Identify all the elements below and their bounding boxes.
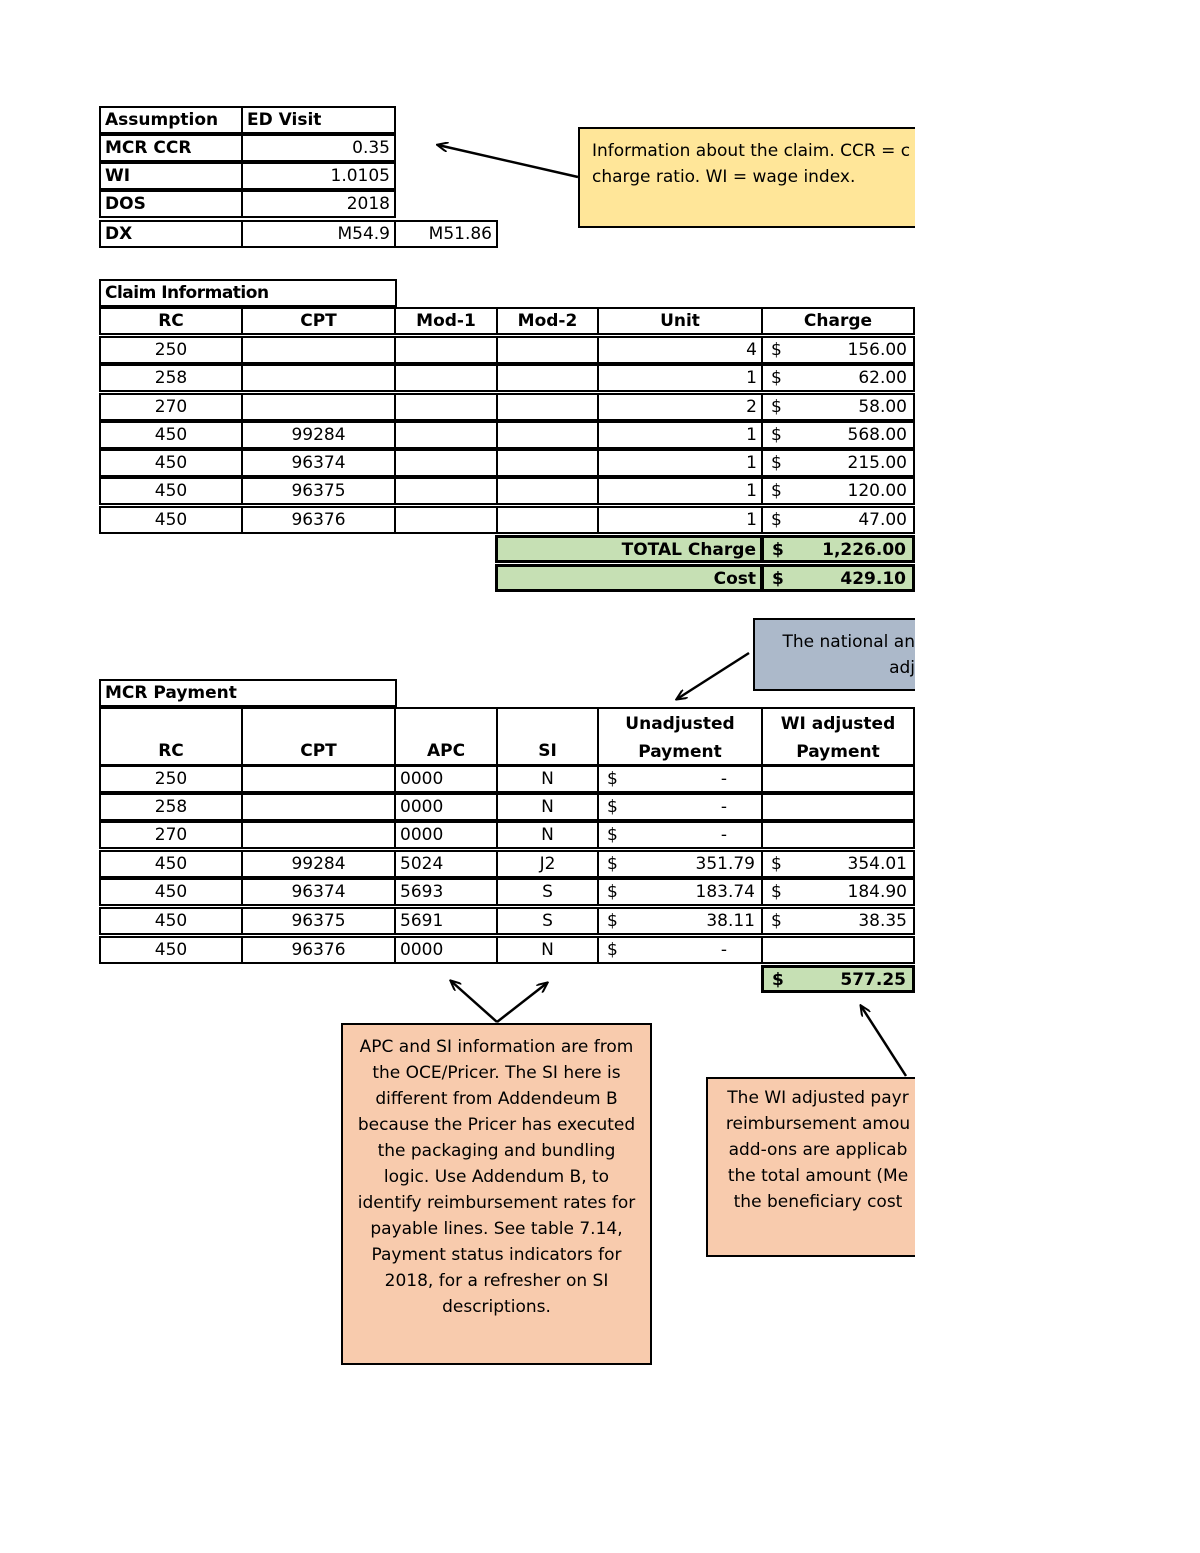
claim-unit: 2 (597, 393, 763, 421)
claim-charge-amount: 58.00 (858, 397, 907, 417)
claim-charge-amount: 568.00 (847, 425, 907, 445)
payment-si: N (496, 821, 599, 849)
total-charge-currency: $ (772, 540, 784, 560)
claim-charge-currency: $ (771, 510, 782, 530)
assumption-label: MCR CCR (99, 134, 243, 162)
payment-total-amount: 577.25 (840, 970, 906, 990)
unadjusted-amount: - (720, 940, 727, 960)
national-note-text: The national an adj (782, 632, 915, 678)
cost-currency: $ (772, 569, 784, 589)
payment-si: J2 (496, 850, 599, 878)
payment-rc: 270 (99, 821, 243, 849)
unadjusted-currency: $ (607, 769, 618, 789)
payment-apc: 5693 (394, 878, 498, 906)
total-charge-amount: 1,226.00 (822, 540, 906, 560)
claim-charge-currency: $ (771, 425, 782, 445)
payment-col-header: RC (99, 707, 243, 766)
claim-col-header: CPT (241, 307, 396, 335)
wi-adjusted-note-text: The WI adjusted payr reimbursement amou add-ons are applicab the total amount (Me the beneficiary cost (725, 1088, 911, 1212)
assumption-header-value: ED Visit (241, 106, 396, 134)
assumption-value: 1.0105 (241, 162, 396, 190)
claim-unit: 1 (597, 421, 763, 449)
arrow-to-apc (451, 981, 497, 1022)
assumption-value: 0.35 (241, 134, 396, 162)
claim-charge-currency: $ (771, 340, 782, 360)
unadjusted-amount: 183.74 (695, 882, 755, 902)
claim-rc: 450 (99, 449, 243, 477)
claim-rc: 450 (99, 477, 243, 505)
payment-si: S (496, 907, 599, 935)
claim-rc: 270 (99, 393, 243, 421)
unadjusted-amount: 351.79 (695, 854, 755, 874)
payment-rc: 450 (99, 878, 243, 906)
payment-rc: 450 (99, 936, 243, 964)
claim-charge-amount: 156.00 (847, 340, 907, 360)
claim-col-header: Charge (761, 307, 915, 335)
claim-col-header: Mod-1 (394, 307, 498, 335)
claim-cpt: 96376 (241, 506, 396, 534)
claim-charge-amount: 47.00 (858, 510, 907, 530)
payment-rc: 450 (99, 907, 243, 935)
payment-table-title: MCR Payment (99, 679, 397, 707)
assumption-value: 2018 (241, 190, 396, 218)
cost-amount: 429.10 (840, 569, 906, 589)
claim-table-title: Claim Information (99, 279, 397, 307)
payment-si: N (496, 793, 599, 821)
arrow-to-unadjusted (677, 653, 749, 699)
wi-currency: $ (771, 882, 782, 902)
assumption-label: WI (99, 162, 243, 190)
unadjusted-currency: $ (607, 940, 618, 960)
wi-header-line1: WI adjusted (780, 714, 896, 734)
payment-apc: 0000 (394, 821, 498, 849)
wi-amount: 184.90 (847, 882, 907, 902)
wi-amount: 354.01 (847, 854, 907, 874)
payment-apc: 5691 (394, 907, 498, 935)
unadjusted-header-line2: Payment (638, 742, 722, 762)
unadjusted-header-line1: Unadjusted (625, 714, 735, 734)
apc-si-note-text: APC and SI information are from the OCE/Pricer. The SI here is different from Addendeum B because the Pricer has executed the packaging and bundling logic. Use Addendum B, to identify reimbursement rates for payable lines. See table 7.14, Payment status indicators for 2018, for a refresher on SI descriptions. (357, 1037, 636, 1317)
assumption-extra-value: M51.86 (394, 220, 498, 248)
payment-cpt: 96376 (241, 936, 396, 964)
claim-rc: 450 (99, 421, 243, 449)
payment-apc: 0000 (394, 793, 498, 821)
unadjusted-currency: $ (607, 797, 618, 817)
payment-cpt: 96375 (241, 907, 396, 935)
claim-charge-currency: $ (771, 453, 782, 473)
claim-cpt: 96375 (241, 477, 396, 505)
claim-col-header: Unit (597, 307, 763, 335)
claim-unit: 1 (597, 506, 763, 534)
arrow-to-assumptions (438, 145, 578, 177)
claim-info-note-text: Information about the claim. CCR = c charge ratio. WI = wage index. (592, 141, 911, 187)
claim-rc: 450 (99, 506, 243, 534)
unadjusted-amount: 38.11 (706, 911, 755, 931)
payment-rc: 250 (99, 765, 243, 793)
claim-charge-currency: $ (771, 481, 782, 501)
claim-charge-amount: 120.00 (847, 481, 907, 501)
arrow-to-si (497, 983, 547, 1022)
claim-charge-amount: 62.00 (858, 368, 907, 388)
payment-rc: 450 (99, 850, 243, 878)
wi-header-line2: Payment (796, 742, 880, 762)
payment-col-header: APC (394, 707, 498, 766)
claim-cpt: 99284 (241, 421, 396, 449)
assumption-value: M54.9 (241, 220, 396, 248)
claim-unit: 1 (597, 477, 763, 505)
payment-si: N (496, 936, 599, 964)
payment-col-header: SI (496, 707, 599, 766)
unadjusted-currency: $ (607, 825, 618, 845)
payment-apc: 0000 (394, 936, 498, 964)
payment-apc: 0000 (394, 765, 498, 793)
total-charge-label: TOTAL Charge (495, 535, 763, 563)
claim-col-header: Mod-2 (496, 307, 599, 335)
claim-unit: 1 (597, 449, 763, 477)
wi-currency: $ (771, 854, 782, 874)
payment-cpt: 96374 (241, 878, 396, 906)
claim-rc: 258 (99, 364, 243, 392)
unadjusted-amount: - (720, 797, 727, 817)
cost-label: Cost (495, 564, 763, 592)
unadjusted-amount: - (720, 769, 727, 789)
claim-col-header: RC (99, 307, 243, 335)
claim-rc: 250 (99, 336, 243, 364)
wi-amount: 38.35 (858, 911, 907, 931)
payment-cpt: 99284 (241, 850, 396, 878)
unadjusted-currency: $ (607, 911, 618, 931)
claim-charge-currency: $ (771, 397, 782, 417)
arrow-to-total (861, 1006, 906, 1076)
claim-unit: 1 (597, 364, 763, 392)
payment-rc: 258 (99, 793, 243, 821)
assumption-label: DX (99, 220, 243, 248)
claim-charge-currency: $ (771, 368, 782, 388)
assumption-label: DOS (99, 190, 243, 218)
payment-total-currency: $ (772, 970, 784, 990)
payment-si: S (496, 878, 599, 906)
claim-charge-amount: 215.00 (847, 453, 907, 473)
payment-apc: 5024 (394, 850, 498, 878)
claim-cpt: 96374 (241, 449, 396, 477)
claim-unit: 4 (597, 336, 763, 364)
unadjusted-amount: - (720, 825, 727, 845)
payment-si: N (496, 765, 599, 793)
payment-col-header: CPT (241, 707, 396, 766)
assumption-header-label: Assumption (99, 106, 243, 134)
wi-currency: $ (771, 911, 782, 931)
unadjusted-currency: $ (607, 854, 618, 874)
unadjusted-currency: $ (607, 882, 618, 902)
